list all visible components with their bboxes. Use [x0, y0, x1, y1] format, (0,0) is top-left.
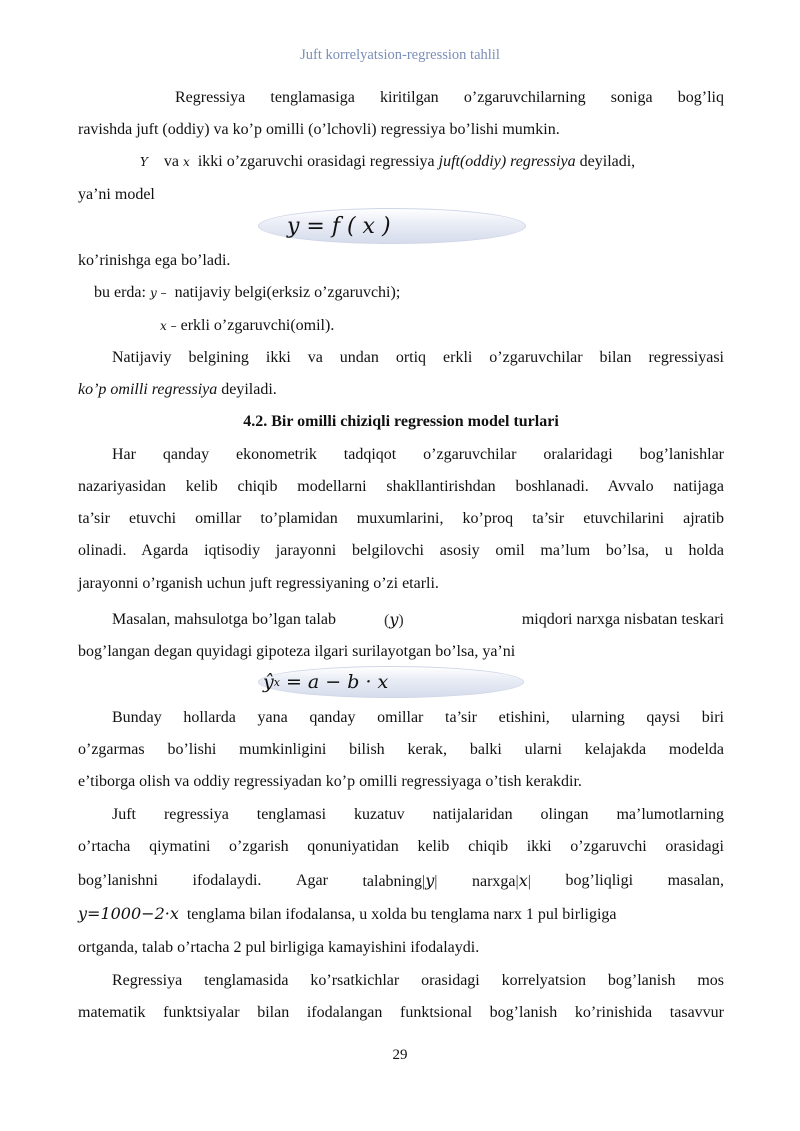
text-fragment: bu erda:	[94, 284, 146, 301]
paragraph-line	[78, 380, 724, 400]
paragraph-line: Bunday hollarda yana qanday omillar ta’sir etishini, ularning qaysi biri	[112, 709, 724, 726]
paragraph-line	[78, 904, 724, 925]
text-fragment: ikki o’zgaruvchi orasidagi regressiya	[197, 153, 435, 170]
variable-y-paren: (y)	[384, 610, 404, 629]
text-fragment: deyiladi,	[579, 153, 636, 170]
paragraph-line: ravishda juft (oddiy) va ko’p omilli (o’lchovli) regressiya bo’lishi mumkin.	[78, 121, 560, 138]
paragraph-line: olinadi. Agarda iqtisodiy jarayonni belgilovchi asosiy omil ma’lum bo’lsa, u holda	[78, 542, 724, 559]
section-title: 4.2. Bir omilli chiziqli regression model turlari	[243, 413, 559, 430]
text-fragment: erkli o’zgaruvchi(omil).	[180, 317, 335, 334]
paragraph-line: ta’sir etuvchi omillar to’plamidan muxumlarini, ko’proq ta’sir etuvchilarini ajratib	[78, 510, 724, 527]
text-fragment: talabning|y|	[362, 871, 438, 890]
text-fragment: ifodalaydi.	[192, 872, 262, 889]
formula-y-equals-f-x: y = f ( x )	[258, 208, 526, 244]
paragraph-line: bog’langan degan quyidagi gipoteza ilgari surilayotgan bo’lsa, ya’ni	[78, 643, 516, 660]
text-fragment: bog’lanishni	[78, 872, 158, 889]
text-fragment: natijaviy belgi(erksiz o’zgaruvchi);	[174, 284, 401, 301]
paragraph-line: Regressiya tenglamasiga kiritilgan o’zgaruvchilarning soniga bog’liq	[175, 89, 724, 106]
text-fragment: miqdori narxga nisbatan teskari	[521, 611, 724, 628]
text-fragment: bog’liqligi	[565, 872, 634, 889]
variable-y: y	[425, 871, 435, 890]
text-fragment: narxga	[471, 873, 516, 890]
paragraph-line: ortganda, talab o’rtacha 2 pul birligiga kamayishini ifodalaydi.	[78, 939, 480, 956]
variable-y: Y	[140, 155, 148, 169]
text-fragment: tenglama bilan ifodalansa, u xolda bu tenglama narx 1 pul birligiga	[186, 906, 617, 923]
text-fragment: Agar	[295, 872, 328, 889]
formula-subscript: x	[273, 675, 280, 689]
page-number: 29	[392, 1047, 408, 1063]
paragraph-line: ko’rinishga ega bo’ladi.	[78, 252, 231, 269]
paragraph-line: jarayonni o’rganish uchun juft regressiyaning o’zi etarli.	[78, 575, 439, 592]
term-multi-regression: ko’p omilli regressiya	[78, 381, 218, 398]
paragraph-line: Juft regressiya tenglamasi kuzatuv natijalaridan olingan ma’lumotlarning	[112, 806, 724, 823]
text-fragment: va	[163, 153, 180, 170]
text-fragment: Masalan, mahsulotga bo’lgan talab	[112, 611, 336, 628]
paragraph-line	[140, 152, 724, 172]
paragraph-line: matematik funktsiyalar bilan ifodalangan funktsional bog’lanish ko’rinishida tasavvur	[78, 1004, 724, 1021]
running-header: Juft korrelyatsion-regression tahlil	[300, 47, 500, 63]
text-fragment: narxga|x|	[471, 871, 531, 890]
paragraph-line	[160, 316, 724, 336]
paragraph-line: e’tiborga olish va oddiy regressiyadan ko’p omilli regressiyaga o’tish kerakdir.	[78, 773, 582, 790]
variable-y: y	[389, 610, 399, 629]
variable-x: x –	[160, 319, 177, 333]
variable-x: x	[183, 155, 190, 169]
paragraph-line: Natijaviy belgining ikki va undan ortiq erkli o’zgaruvchilar bilan regressiyasi	[112, 349, 724, 366]
paragraph-line: nazariyasidan kelib chiqib modellarni shakllantirishdan boshlanadi. Avvalo natijaga	[78, 478, 724, 495]
text-fragment: deyiladi.	[221, 381, 277, 398]
paragraph-line	[112, 610, 724, 631]
text-fragment: talabning	[362, 873, 422, 890]
variable-y: y –	[149, 286, 167, 300]
paragraph-line: o’rtacha qiymatini o’zgarish qonuniyatidan kelib chiqib ikki o’zgaruvchi orasidagi	[78, 838, 724, 855]
paragraph-line: Har qanday ekonometrik tadqiqot o’zgaruvchilar oralaridagi bog’lanishlar	[112, 446, 724, 463]
text-fragment: masalan,	[667, 872, 724, 889]
formula-demand-regression	[258, 666, 524, 698]
formula-lhs: ŷ	[263, 671, 274, 693]
variable-x: x	[518, 871, 528, 890]
paragraph-line: Regressiya tenglamasida ko’rsatkichlar orasidagi korrelyatsion bog’lanish mos	[112, 972, 724, 989]
term-pair-regression: juft(oddiy) regressiya	[438, 153, 576, 170]
paragraph-line: o’zgarmas bo’lishi mumkinligini bilish kerak, balki ularni kelajakda modelda	[78, 741, 724, 758]
inline-formula: y=1000−2·x	[78, 904, 179, 923]
paragraph-line	[94, 283, 724, 303]
paragraph-line: ya’ni model	[78, 186, 155, 203]
formula-rhs: = a − b · x	[285, 671, 389, 693]
paragraph-line	[78, 871, 724, 892]
